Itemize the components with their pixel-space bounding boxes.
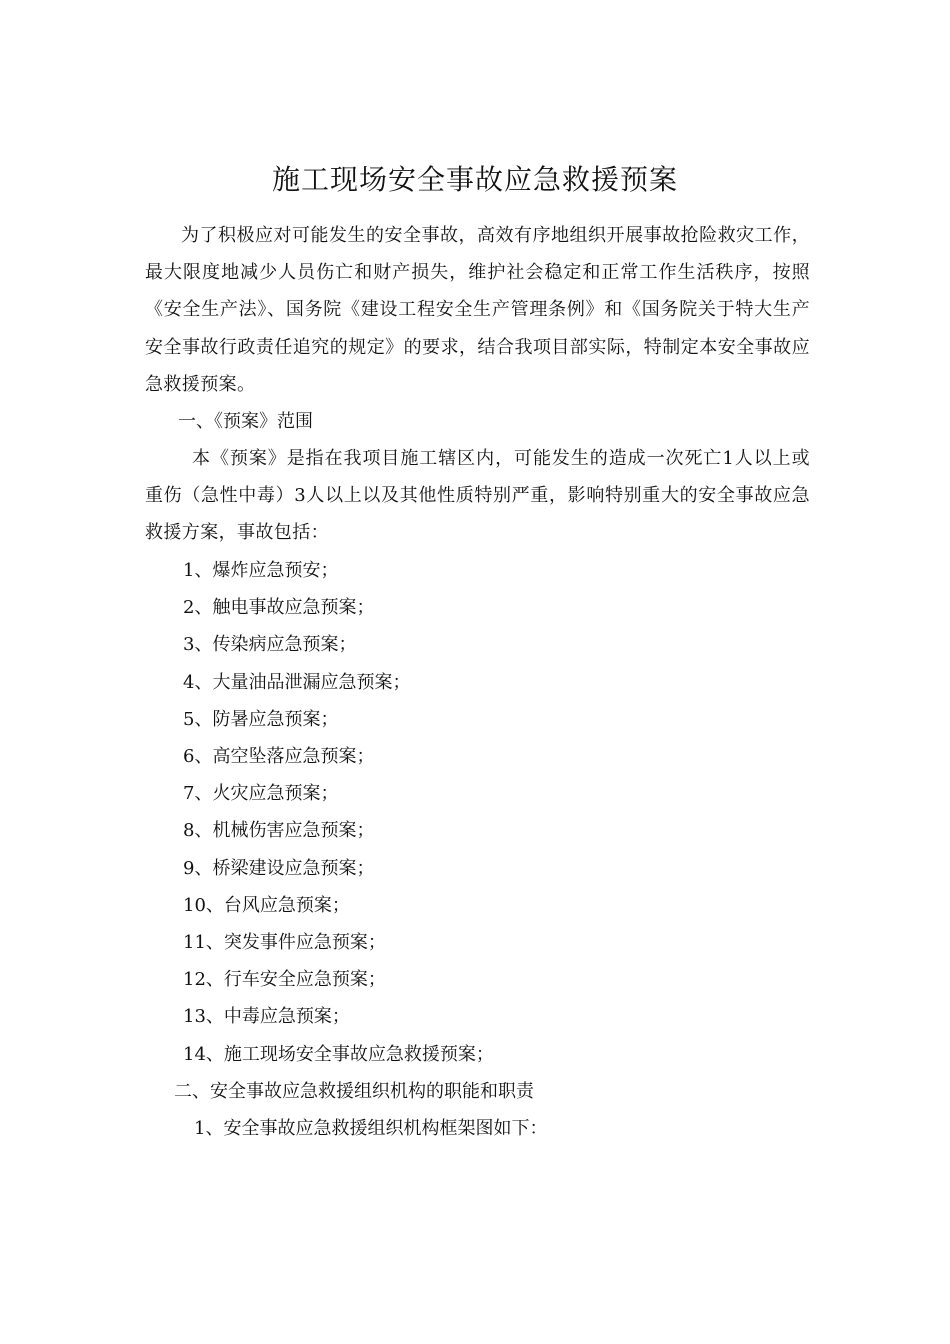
section1-body: 本《预案》是指在我项目施工辖区内，可能发生的造成一次死亡1人以上或重伤（急性中毒）3人以上以及其他性质特别严重，影响特别重大的安全事故应急救援方案，事故包括：	[145, 448, 810, 544]
list-item: 12、行车安全应急预案；	[183, 969, 386, 990]
list-item: 11、突发事件应急预案；	[183, 932, 386, 953]
section1-heading: 一、《预案》范围	[178, 411, 313, 432]
list-item: 8、机械伤害应急预案；	[183, 820, 375, 841]
section2-heading: 二、安全事故应急救援组织机构的职能和职责	[174, 1081, 534, 1102]
list-item: 9、桥梁建设应急预案；	[183, 858, 375, 879]
intro-paragraph: 为了积极应对可能发生的安全事故，高效有序地组织开展事故抢险救灾工作，最大限度地减少人员伤亡和财产损失，维护社会稳定和正常工作生活秩序，按照《安全生产法》、国务院《建设工程安全生产管理条例》和《国务院关于特大生产安全事故行政责任追究的规定》的要求，结合我项目部实际，特制定本安全事故应急救援预案。	[145, 225, 810, 395]
list-item: 4、大量油品泄漏应急预案；	[183, 672, 411, 693]
list-item: 6、高空坠落应急预案；	[183, 746, 375, 767]
list-item: 5、防暑应急预案；	[183, 709, 339, 730]
list-item: 10、台风应急预案；	[183, 895, 350, 916]
list-item: 3、传染病应急预案；	[183, 634, 357, 655]
list-item: 7、火灾应急预案；	[183, 783, 339, 804]
section2-item-1: 1、安全事故应急救援组织机构框架图如下：	[194, 1118, 548, 1139]
list-item: 1、爆炸应急预安；	[183, 560, 339, 581]
document-title: 施工现场安全事故应急救援预案	[271, 163, 678, 196]
list-item: 2、触电事故应急预案；	[183, 597, 375, 618]
list-item: 14、施工现场安全事故应急救援预案；	[183, 1044, 494, 1065]
list-item: 13、中毒应急预案；	[183, 1006, 350, 1027]
